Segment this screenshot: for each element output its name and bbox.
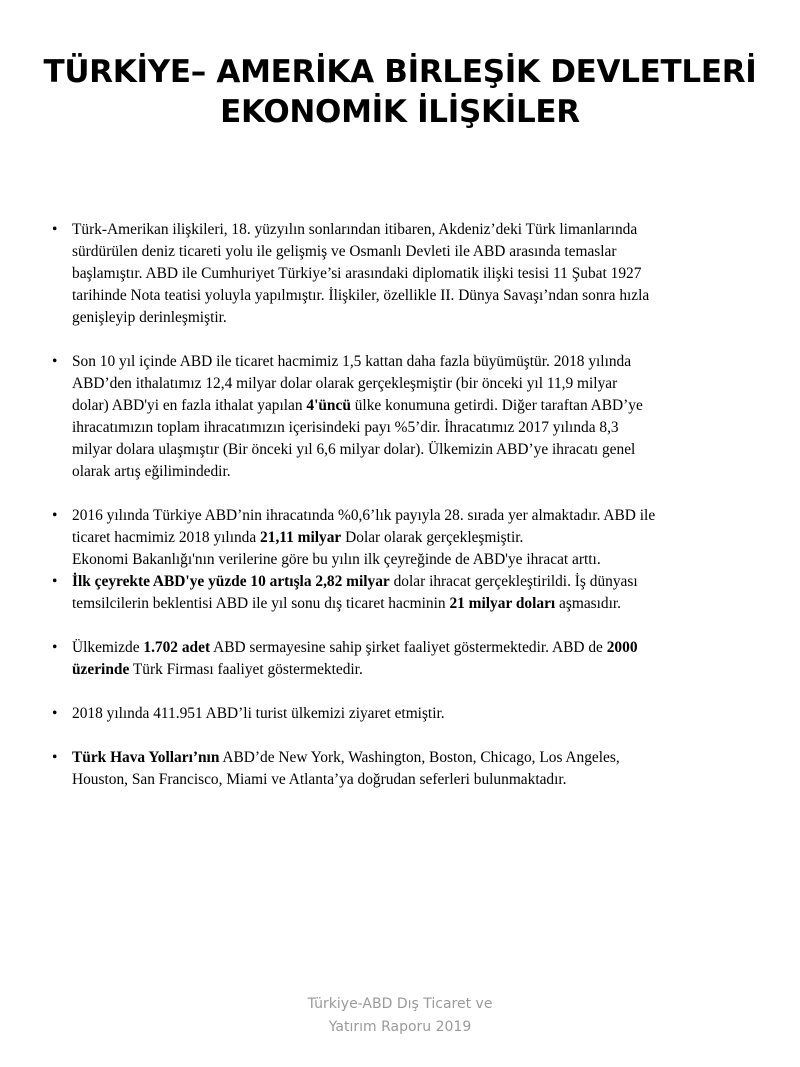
bullet-text-line [72, 461, 770, 483]
text-segment: ABD sermayesine sahip şirket faaliyet göstermektedir. ABD de [210, 639, 607, 656]
bold-text: İlk çeyrekte ABD'ye yüzde 10 artışla 2,82 milyar [72, 573, 390, 590]
bullet-icon: • [52, 353, 58, 370]
page-title-line-1: TÜRKİYE– AMERİKA BİRLEŞİK DEVLETLERİ [43, 54, 757, 90]
text-segment: Türk Firması faaliyet göstermektedir. [129, 661, 363, 678]
text-segment: aşmasıdır. [555, 595, 622, 612]
bullet-item [50, 351, 770, 483]
text-segment: ticaret hacmimiz 2018 yılında [72, 529, 261, 546]
page-title [0, 52, 800, 132]
bullet-icon: • [52, 749, 58, 766]
bullet-icon: • [52, 573, 58, 590]
text-segment: Son 10 yıl içinde ABD ile ticaret hacmimiz 1,5 kattan daha fazla büyümüştür. 2018 yılında [72, 353, 632, 370]
text-segment: milyar dolara ulaşmıştır (Bir önceki yıl 6,6 milyar dolar). Ülkemizin ABD’ye ihracatı genel [72, 441, 636, 458]
footer-line-2: Yatırım Raporu 2019 [328, 1019, 472, 1035]
bullet-item [50, 219, 770, 329]
text-segment: Ülkemizde [72, 639, 144, 656]
text-segment: Ekonomi Bakanlığı'nın verilerine göre bu yılın ilk çeyreğinde de ABD'ye ihracat arttı. [72, 551, 601, 568]
bullet-item [50, 571, 770, 615]
bullet-text-line [72, 571, 770, 593]
text-segment: 2016 yılında Türkiye ABD’nin ihracatında %0,6’lık payıyla 28. sırada yer almaktadır. ABD ile [72, 507, 656, 524]
text-segment: Houston, San Francisco, Miami ve Atlanta’ya doğrudan seferleri bulunmaktadır. [72, 771, 567, 788]
bullet-text-line [72, 637, 770, 659]
bullet-text-line [72, 263, 770, 285]
bullet-icon: • [52, 639, 58, 656]
text-segment: ABD’den ithalatımız 12,4 milyar dolar olarak gerçekleşmiştir (bir önceki yıl 11,9 milyar [72, 375, 618, 392]
bullet-text-line [72, 593, 770, 615]
bullet-text-line [72, 439, 770, 461]
bullet-text-line [72, 703, 770, 725]
text-segment: ülke konumuna getirdi. Diğer taraftan ABD’ye [350, 397, 643, 414]
text-segment: başlamıştır. ABD ile Cumhuriyet Türkiye’si arasındaki diplomatik ilişki tesisi 11 Şubat 1927 [72, 265, 642, 282]
bullet-text-line [72, 417, 770, 439]
bullet-text-line [72, 747, 770, 769]
bullet-text-line [72, 395, 770, 417]
bullet-item [50, 703, 770, 725]
bullet-text-line [72, 769, 770, 791]
bold-text: 2000 [606, 639, 638, 656]
text-segment: temsilcilerin beklentisi ABD ile yıl sonu dış ticaret hacminin [72, 595, 450, 612]
bullet-icon: • [52, 507, 58, 524]
bullet-list [50, 219, 770, 791]
text-segment: ABD’de New York, Washington, Boston, Chicago, Los Angeles, [219, 749, 620, 766]
text-segment: sürdürülen deniz ticareti yolu ile gelişmiş ve Osmanlı Devleti ile ABD arasında temaslar [72, 243, 617, 260]
bold-text: Türk Hava Yolları’nın [72, 749, 220, 766]
bullet-item [50, 505, 770, 571]
bullet-item [50, 637, 770, 681]
text-segment: genişleyip derinleşmiştir. [72, 309, 227, 326]
text-segment: Türk-Amerikan ilişkileri, 18. yüzyılın sonlarından itibaren, Akdeniz’deki Türk limanlarında [72, 221, 638, 238]
footer-line-1: Türkiye-ABD Dış Ticaret ve [307, 996, 493, 1012]
bullet-text-line [72, 659, 770, 681]
bold-text: 21,11 milyar [260, 529, 342, 546]
bullet-text-line [72, 505, 770, 527]
bullet-icon: • [52, 705, 58, 722]
text-segment: olarak artış eğilimindedir. [72, 463, 231, 480]
bullet-text-line [72, 241, 770, 263]
bold-text: 1.702 adet [143, 639, 211, 656]
bold-text: üzerinde [72, 661, 130, 678]
bullet-text-line [72, 285, 770, 307]
footer [0, 993, 800, 1039]
bullet-text-line [72, 219, 770, 241]
text-segment: 2018 yılında 411.951 ABD’li turist ülkemizi ziyaret etmiştir. [72, 705, 445, 722]
text-segment: dolar) ABD'yi en fazla ithalat yapılan [72, 397, 307, 414]
bullet-text-line [72, 373, 770, 395]
bullet-text-line [72, 351, 770, 373]
text-segment: Dolar olarak gerçekleşmiştir. [341, 529, 524, 546]
bullet-text-line [72, 527, 770, 549]
text-segment: dolar ihracat gerçekleştirildi. İş dünyası [389, 573, 638, 590]
bullet-text-line [72, 307, 770, 329]
text-segment: ihracatımızın toplam ihracatımızın içerisindeki payı %5’dir. İhracatımız 2017 yılında 8,3 [72, 419, 619, 436]
text-segment: tarihinde Nota teatisi yoluyla yapılmıştır. İlişkiler, özellikle II. Dünya Savaşı’ndan sonra hızla [72, 287, 650, 304]
bullet-item [50, 747, 770, 791]
bullet-icon: • [52, 221, 58, 238]
bullet-text-line [72, 549, 770, 571]
bold-text: 4'üncü [306, 397, 351, 414]
page-title-line-2: EKONOMİK İLİŞKİLER [220, 94, 580, 130]
bold-text: 21 milyar doları [449, 595, 556, 612]
